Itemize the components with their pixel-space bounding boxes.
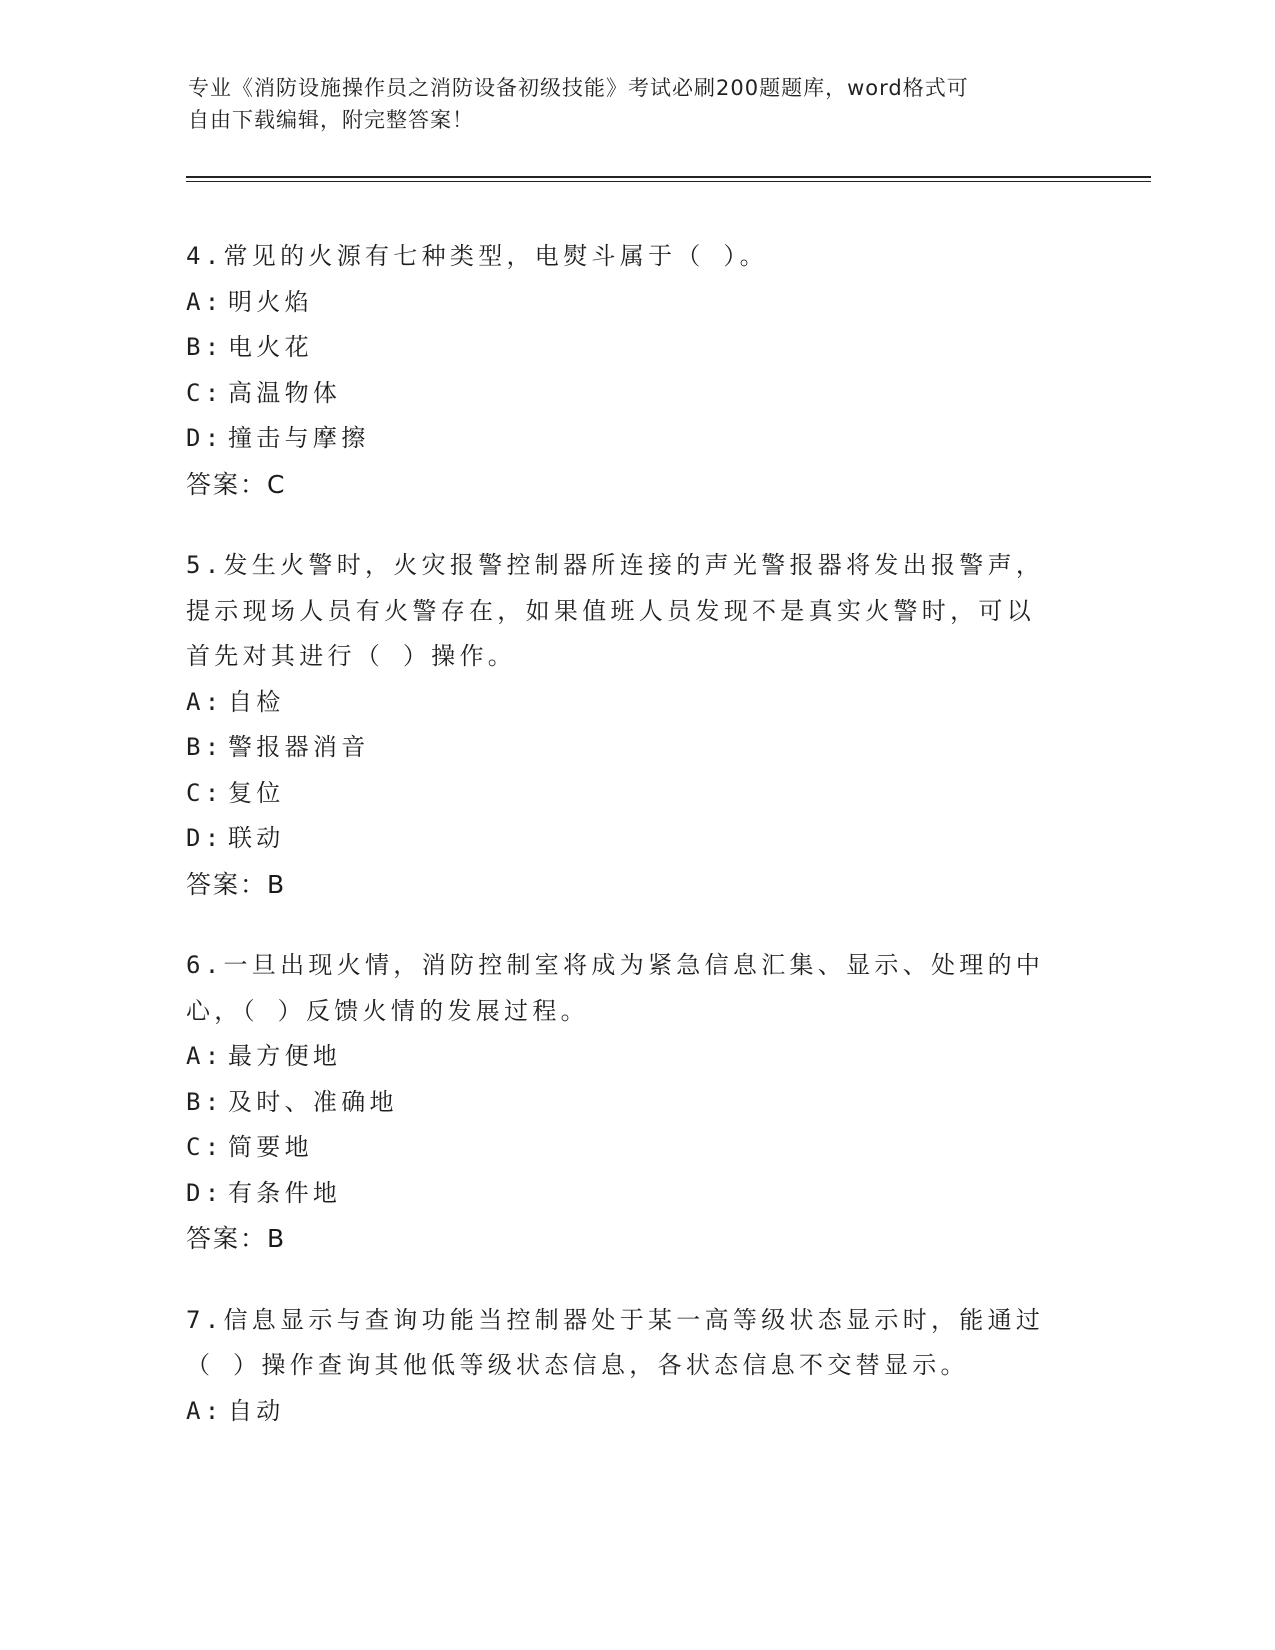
option-a <box>186 680 1086 726</box>
option-text: 及时、准确地 <box>228 1087 398 1116</box>
option-c <box>186 771 1086 817</box>
option-letter: D: <box>186 424 224 452</box>
question-stem-line: 5.发生火警时，火灾报警控制器所连接的声光警报器将发出报警声， <box>186 551 1045 579</box>
header-line-1: 专业《消防设施操作员之消防设备初级技能》考试必刷200题题库，word格式可 <box>188 76 969 100</box>
option-letter: A: <box>186 287 224 316</box>
answer-value: B <box>267 869 285 899</box>
option-letter: C: <box>186 1133 224 1161</box>
option-c <box>186 1125 1086 1171</box>
option-text: 自检 <box>228 687 285 716</box>
answer-label: 答案： <box>186 1224 268 1253</box>
option-letter: B: <box>186 333 224 361</box>
answer-line <box>186 862 1086 908</box>
option-text: 有条件地 <box>228 1178 342 1207</box>
option-letter: C: <box>186 378 224 407</box>
question-stem-line: （ ）操作查询其他低等级状态信息，各状态信息不交替显示。 <box>186 1351 969 1379</box>
option-letter: A: <box>186 687 224 716</box>
option-letter: A: <box>186 1396 224 1425</box>
option-a <box>186 1389 1086 1435</box>
answer-label: 答案： <box>186 469 268 499</box>
option-letter: D: <box>186 1178 224 1207</box>
option-b <box>186 325 1086 371</box>
answer-line <box>186 462 1086 508</box>
question-4 <box>186 234 1086 507</box>
option-text: 撞击与摩擦 <box>228 424 370 452</box>
option-text: 高温物体 <box>228 378 342 407</box>
option-text: 电火花 <box>228 333 313 361</box>
option-b <box>186 1080 1086 1126</box>
option-text: 自动 <box>228 1396 285 1425</box>
option-letter: B: <box>186 733 224 761</box>
option-d <box>186 416 1086 462</box>
option-d <box>186 816 1086 862</box>
document-header <box>188 72 1088 136</box>
question-stem-line: 首先对其进行（ ）操作。 <box>186 642 517 670</box>
option-a <box>186 280 1086 326</box>
option-text: 警报器消音 <box>228 733 370 761</box>
option-letter: B: <box>186 1087 224 1116</box>
question-stem-line: 6.一旦出现火情，消防控制室将成为紧急信息汇集、显示、处理的中 <box>186 951 1045 979</box>
option-letter: C: <box>186 778 224 807</box>
answer-value: B <box>267 1224 285 1253</box>
option-text: 最方便地 <box>228 1042 342 1070</box>
answer-label: 答案： <box>186 869 268 899</box>
question-stem-line: 4.常见的火源有七种类型，电熨斗属于（ ）。 <box>186 242 768 270</box>
header-divider-thin <box>186 181 1151 182</box>
option-letter: A: <box>186 1042 224 1070</box>
option-letter: D: <box>186 824 224 852</box>
option-b <box>186 725 1086 771</box>
option-c <box>186 371 1086 417</box>
option-text: 简要地 <box>228 1133 313 1161</box>
option-text: 复位 <box>228 778 285 807</box>
question-stem-line: 7.信息显示与查询功能当控制器处于某一高等级状态显示时，能通过 <box>186 1305 1045 1334</box>
question-6 <box>186 943 1086 1262</box>
answer-value: C <box>267 469 285 499</box>
option-text: 明火焰 <box>228 287 313 316</box>
option-d <box>186 1171 1086 1217</box>
header-line-2: 自由下载编辑，附完整答案！ <box>188 108 474 132</box>
answer-line <box>186 1216 1086 1262</box>
question-7 <box>186 1298 1086 1435</box>
question-stem-line: 提示现场人员有火警存在，如果值班人员发现不是真实火警时，可以 <box>186 596 1035 625</box>
option-a <box>186 1034 1086 1080</box>
question-list <box>186 234 1086 1470</box>
option-text: 联动 <box>228 824 285 852</box>
question-stem-line: 心，（ ）反馈火情的发展过程。 <box>186 996 589 1025</box>
question-5 <box>186 543 1086 907</box>
header-divider-thick <box>186 176 1151 178</box>
